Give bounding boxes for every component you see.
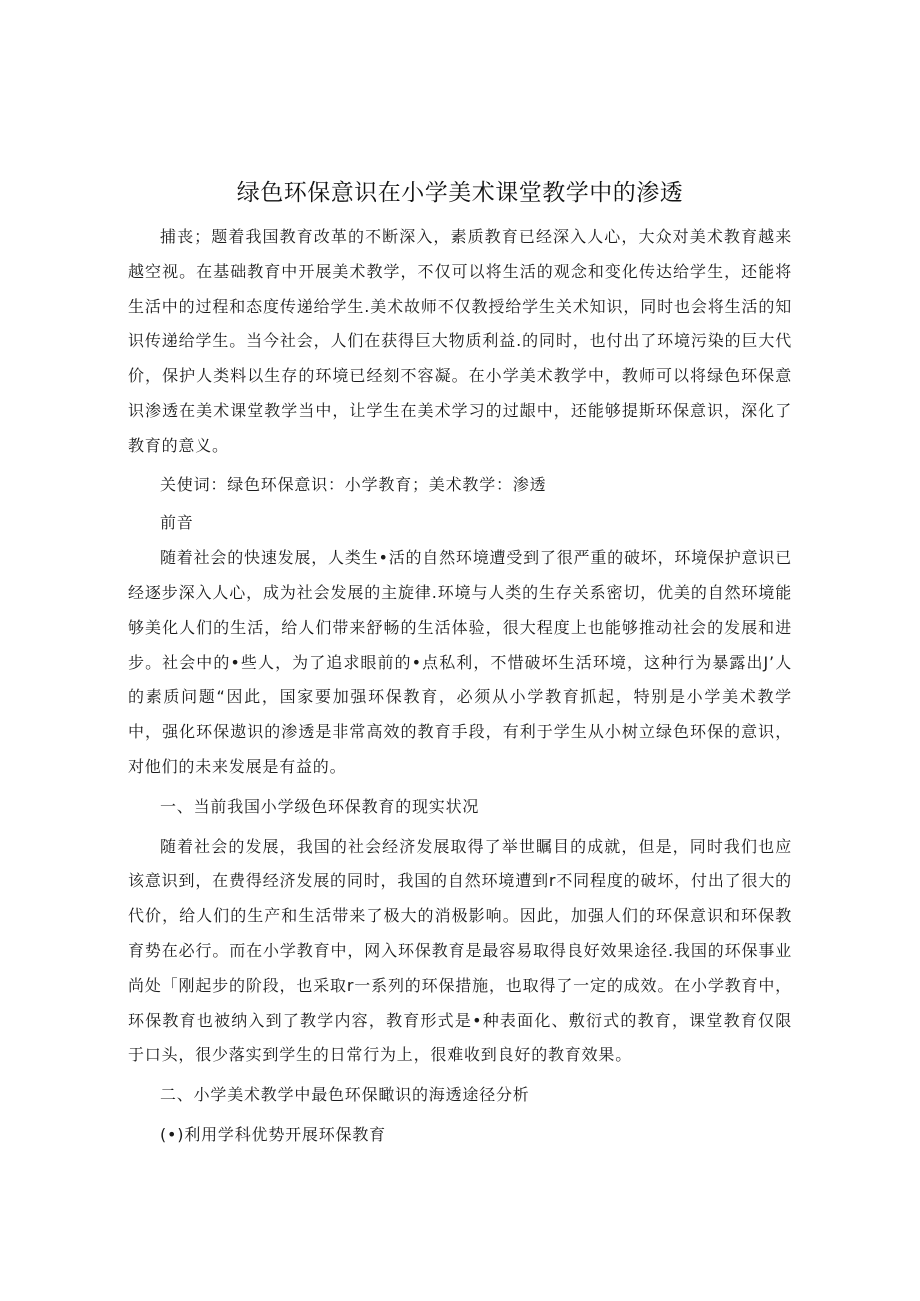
document-body — [128, 220, 792, 1158]
intro-heading: 前音 — [160, 513, 194, 533]
section-2-heading: 二、小学美术教学中最色环保瞰识的海透途径分析 — [160, 1085, 530, 1105]
keywords-line: 关使词：绿色环保意识：小学教育；美术教学：渗透 — [160, 474, 547, 494]
intro-paragraph: 随着社会的快速发展，人类生•活的自然环境遭受到了很严重的破坏，环境保护意识已经逐步深入人心，成为社会发展的主旋律.环境与人类的生存关系密切，优美的自然环境能够美化人们的生活，给人们带来舒畅的生活体验，很大程度上也能够推动社会的发展和进步。社会中的•些人，为了追求眼前的•点私利，不惜破坏生活环境，这种行为暴露出J’人的素质问题“因此，国家要加强环保教育，必须从小学教育抓起，特别是小学美术教学中，强化环保遨识的渗透是非常高效的教育手段，有利于学生从小树立绿色环保的意识，对他们的未来发展是有益的。 — [128, 548, 792, 776]
abstract-paragraph: 捕丧；题着我国教育改革的不断深入，素质教育已经深入人心，大众对美术教育越来越空视。在基础教育中开展美术教学，不仅可以将生活的观念和变化传达给学生，还能将生活中的过程和态度传递给学生.美术故师不仅教授给学生关术知识，同时也会将生活的知识传递给学生。当今社会，人们在获得巨大物质利益.的同时，也付出了环境污染的巨大代价，保护人类料以生存的环境已经刻不容凝。在小学美术教学中，教师可以将绿色环保意识渗透在美术课堂教学当中，让学生在美术学习的过龈中，还能够提斯环保意识，深化了教育的意义。 — [128, 227, 792, 455]
subsection-1-heading: (•)利用学科优势开展环保教育 — [160, 1124, 386, 1144]
section-1-paragraph: 随着社会的发展，我国的社会经济发展取得了举世瞩目的成就，但是，同时我们也应该意识到，在费得经济发展的同时，我国的自然环境遭到r不同程度的破坏，付出了很大的代价，给人们的生产和生活带来了极大的消极影响。因此，加强人们的环保意识和环保教育势在必行。而在小学教育中，网入环保教育是最容易取得良好效果途径.我国的环保事业尚处「刚起步的阶段，也采取r一系列的环保措施，也取得了一定的成效。在小学教育中，环保教育也被纳入到了教学内容，教育形式是•种表面化、敷衍式的教育，课堂教育仅限于口头，很少落实到学生的日常行为上，很难收到良好的教育效果。 — [128, 836, 792, 1065]
document-title: 绿色环保意识在小学美术课堂教学中的渗透 — [236, 180, 684, 206]
section-1-heading: 一、当前我国小学级色环保教育的现实状况 — [160, 796, 480, 816]
